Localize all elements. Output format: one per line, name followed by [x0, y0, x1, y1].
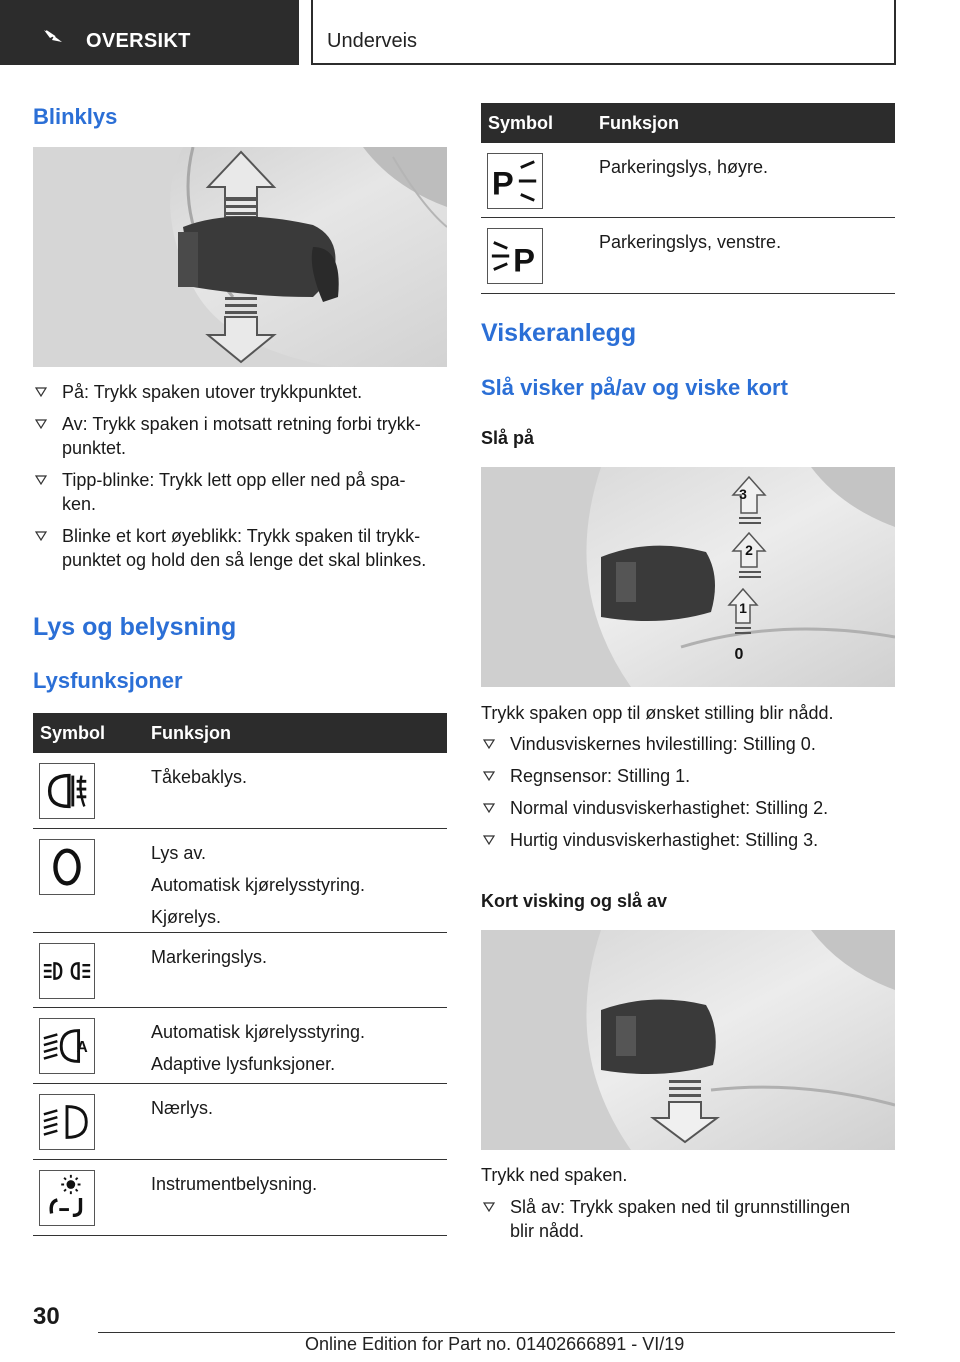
row-text: Automatisk kjørelysstyring.: [151, 1022, 366, 1042]
footer-edition-text: Online Edition for Part no. 01402666891 - VI/19: [305, 1334, 685, 1354]
table-row: [33, 829, 447, 933]
lights-off-icon: [39, 839, 95, 895]
row-text: Automatisk kjørelysstyring.: [151, 875, 366, 895]
list-item: Av: Trykk spaken i motsatt retning forbi trykk- punktet.: [33, 412, 453, 460]
table-header: [33, 713, 447, 753]
column-header-function: Funksjon: [599, 113, 679, 133]
heading-sla-pa: Slå på: [481, 428, 535, 448]
triangle-bullet-icon: [35, 419, 47, 429]
row-text: Tåkebaklys.: [151, 767, 248, 787]
row-text: Adaptive lysfunksjoner.: [151, 1054, 336, 1074]
auto-headlight-icon: [39, 1018, 95, 1074]
parking-light-table: [481, 103, 895, 294]
heading-viskeranlegg: Viskeranlegg: [481, 319, 637, 347]
list-item: Normal vindusviskerhastighet: Stilling 2.: [481, 796, 901, 820]
side-marker-light-icon: [39, 943, 95, 999]
triangle-bullet-icon: [35, 531, 47, 541]
heading-lys-og-belysning: Lys og belysning: [33, 613, 237, 641]
heading-kort-visking: Kort visking og slå av: [481, 891, 668, 911]
list-item: Vindusviskernes hvilestilling: Stilling 0.: [481, 732, 901, 756]
row-text: Markeringslys.: [151, 947, 268, 967]
table-row: [33, 933, 447, 1008]
parking-light-left-icon: [487, 228, 543, 284]
table-row: [33, 1008, 447, 1084]
svg-text:P: P: [513, 241, 535, 279]
instrument-lighting-icon: [39, 1170, 95, 1226]
triangle-bullet-icon: [35, 387, 47, 397]
section-tab[interactable]: [311, 0, 896, 65]
wiper-lever-down-illustration: [481, 930, 895, 1150]
off-list: [481, 1195, 901, 1251]
row-text: Kjørelys.: [151, 907, 222, 927]
triangle-bullet-icon: [483, 1202, 495, 1212]
light-functions-table: [33, 713, 447, 1236]
wiper-position-label: 1: [739, 600, 747, 616]
low-beam-icon: [39, 1094, 95, 1150]
star-icon: [42, 28, 64, 44]
list-item: Hurtig vindusviskerhastighet: Stilling 3.: [481, 828, 901, 852]
page-number: 30: [33, 1303, 60, 1330]
overview-tab-label: OVERSIKT: [86, 30, 191, 52]
table-row: [481, 218, 895, 294]
row-text: Nærlys.: [151, 1098, 213, 1118]
wiper-lever-up-illustration: [481, 467, 895, 687]
row-text: Lys av.: [151, 843, 207, 863]
column-header-symbol: Symbol: [488, 113, 554, 133]
list-item: På: Trykk spaken utover trykkpunktet.: [33, 380, 453, 404]
triangle-bullet-icon: [483, 803, 495, 813]
triangle-bullet-icon: [483, 771, 495, 781]
fog-light-icon: [39, 763, 95, 819]
wiper-list: [481, 732, 901, 860]
paragraph-trykk-ned: Trykk ned spaken.: [481, 1165, 628, 1185]
table-row: [33, 753, 447, 829]
table-row: [33, 1160, 447, 1236]
list-item: Blinke et kort øyeblikk: Trykk spaken til trykk- punktet og hold den så lenge det skal blinkes.: [33, 524, 453, 572]
heading-sla-visker: Slå visker på/av og viske kort: [481, 375, 788, 400]
turn-signal-lever-illustration: [33, 147, 447, 367]
wiper-position-label: 2: [745, 542, 753, 558]
triangle-bullet-icon: [483, 739, 495, 749]
wiper-position-label: 0: [734, 646, 744, 663]
table-header: [481, 103, 895, 143]
section-tab-label: Underveis: [327, 30, 418, 52]
list-item: Slå av: Trykk spaken ned til grunnstillingen blir nådd.: [481, 1195, 901, 1243]
row-text: Instrumentbelysning.: [151, 1174, 318, 1194]
row-text: Parkeringslys, høyre.: [599, 157, 769, 177]
footer-divider: [98, 1332, 895, 1333]
column-header-symbol: Symbol: [40, 723, 106, 743]
blinklys-list: [33, 380, 453, 580]
svg-text:P: P: [491, 164, 514, 202]
triangle-bullet-icon: [483, 835, 495, 845]
wiper-position-label: 3: [739, 486, 747, 502]
table-row: [481, 143, 895, 218]
parking-light-right-icon: [487, 153, 543, 209]
table-row: [33, 1084, 447, 1160]
paragraph-trykk-opp: Trykk spaken opp til ønsket stilling blir nådd.: [481, 703, 834, 723]
list-item: Regnsensor: Stilling 1.: [481, 764, 901, 788]
triangle-bullet-icon: [35, 475, 47, 485]
list-item: Tipp-blinke: Trykk lett opp eller ned på spa- ken.: [33, 468, 453, 516]
heading-lysfunksjoner: Lysfunksjoner: [33, 668, 183, 693]
column-header-function: Funksjon: [151, 723, 231, 743]
svg-text:A: A: [76, 1038, 88, 1056]
overview-tab[interactable]: [0, 0, 299, 65]
heading-blinklys: Blinklys: [33, 104, 118, 129]
row-text: Parkeringslys, venstre.: [599, 232, 782, 252]
